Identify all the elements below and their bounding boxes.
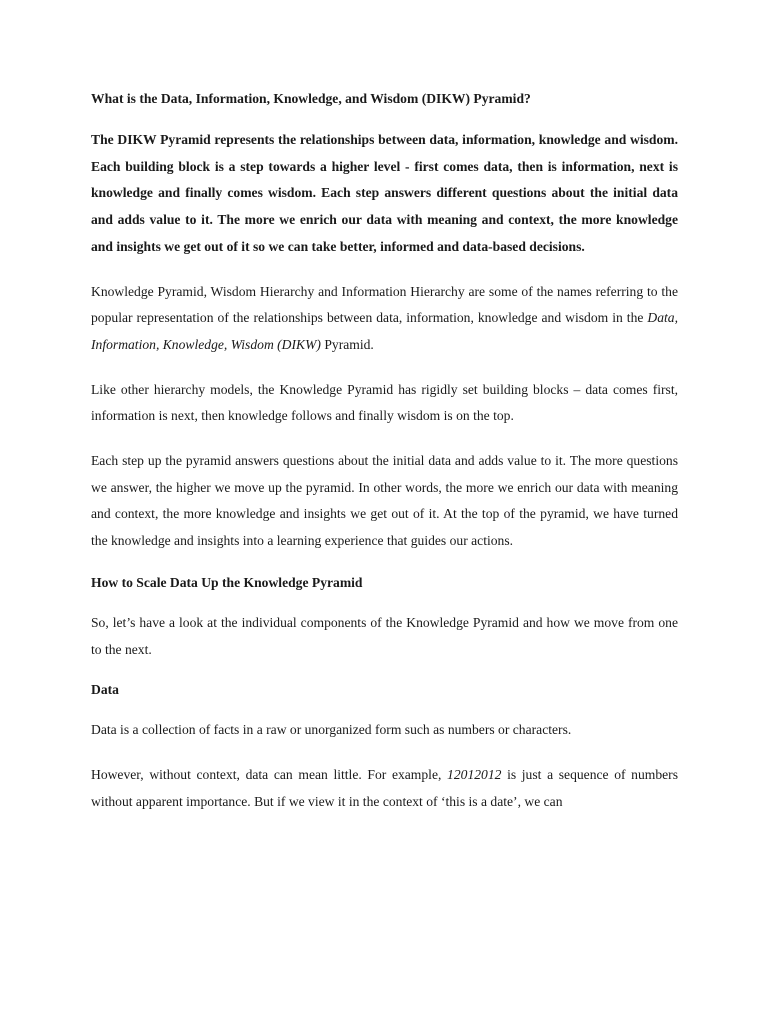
- names-paragraph-text: Knowledge Pyramid, Wisdom Hierarchy and Information Hierarchy are some of the names referring to the popular representation of the relationships between data, information, knowledge and wisdom in the: [91, 283, 678, 326]
- number-sequence-italic: 12012012: [447, 766, 502, 782]
- document-page: [91, 90, 678, 815]
- context-paragraph-end: is just a sequence of numbers without apparent importance. But if we view it in the context of ‘this is a date’, we can: [91, 766, 679, 809]
- steps-paragraph: Each step up the pyramid answers questions about the initial data and adds value to it. The more questions we answer, the higher we move up the pyramid. In other words, the more we enrich our data with meaning and context, the more knowledge and insights we get out of it. At the top of the pyramid, we have turned the knowledge and insights into a learning experience that guides our actions.: [91, 453, 678, 549]
- names-paragraph: [91, 279, 678, 359]
- context-paragraph: [91, 762, 678, 815]
- document-title: What is the Data, Information, Knowledge, and Wisdom (DIKW) Pyramid?: [91, 91, 531, 106]
- intro-paragraph: The DIKW Pyramid represents the relationships between data, information, knowledge and wisdom. Each building block is a step towards a higher level - first comes data, then is information, next is knowledge and finally comes wisdom. Each step answers different questions about the initial data and adds value to it. The more we enrich our data with meaning and context, the more knowledge and insights we get out of it so we can take better, informed and data-based decisions.: [91, 132, 678, 254]
- data-definition-paragraph: Data is a collection of facts in a raw or unorganized form such as numbers or characters.: [91, 722, 572, 738]
- names-paragraph-end: Pyramid.: [320, 336, 374, 352]
- hierarchy-paragraph: Like other hierarchy models, the Knowledge Pyramid has rigidly set building blocks – data comes first, information is next, then knowledge follows and finally wisdom is on the top.: [91, 381, 678, 424]
- dikw-italic: Data, Information, Knowledge, Wisdom (DIKW): [91, 310, 678, 352]
- data-subheading: Data: [91, 682, 119, 698]
- scale-subheading: How to Scale Data Up the Knowledge Pyramid: [91, 574, 363, 590]
- lookat-paragraph: So, let’s have a look at the individual components of the Knowledge Pyramid and how we move from one to the next.: [91, 614, 678, 657]
- context-paragraph-text: However, without context, data can mean little. For example,: [91, 766, 448, 782]
